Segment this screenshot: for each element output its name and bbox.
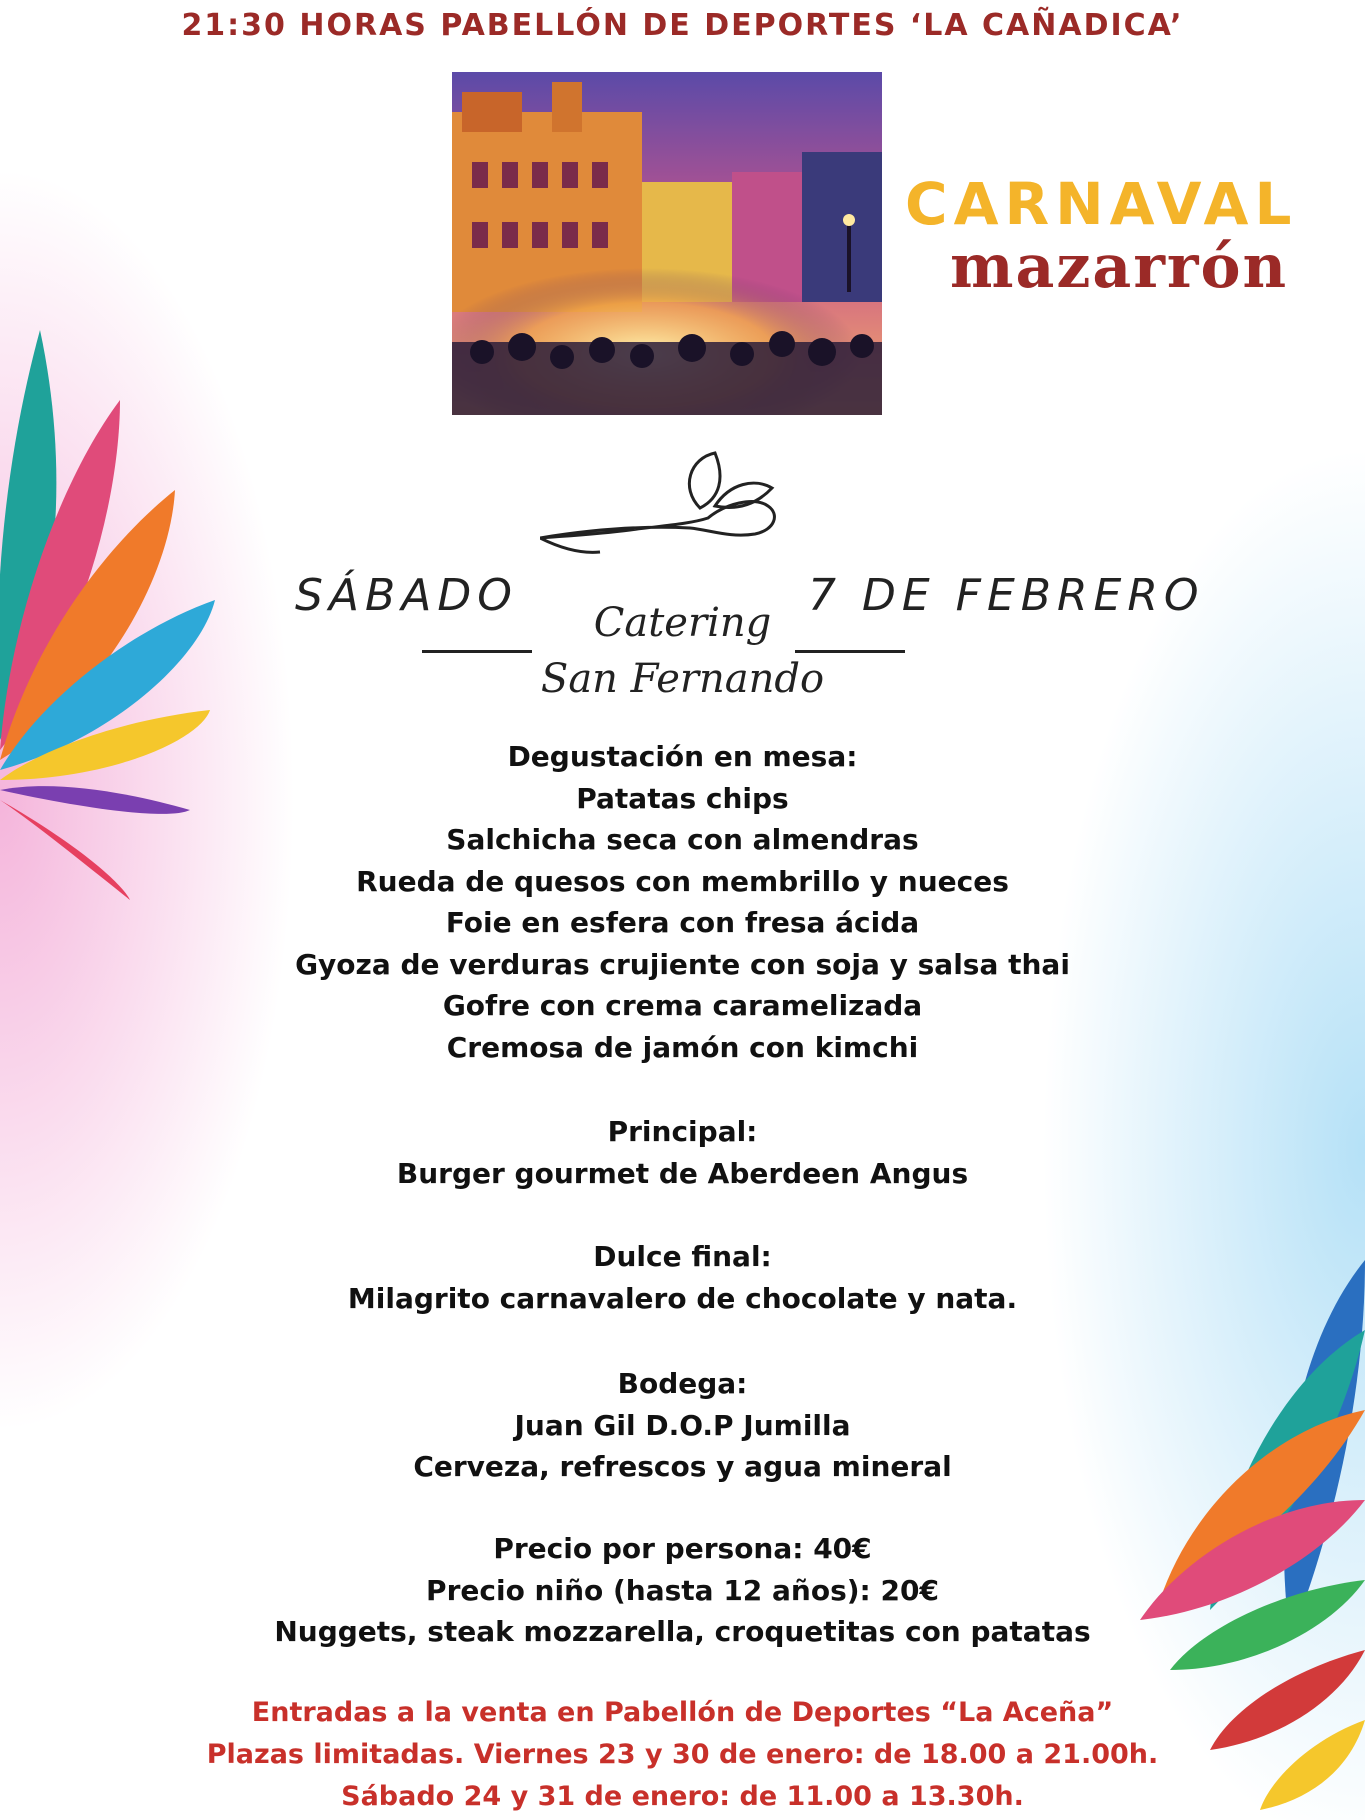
menu-item: Gofre con crema caramelizada xyxy=(442,989,923,1022)
divider-right xyxy=(795,650,905,653)
menu-item: Milagrito carnavalero de chocolate y nata. xyxy=(347,1281,1018,1315)
spoon-leaf-icon xyxy=(540,448,780,558)
ticket-info-line: Entradas a la venta en Pabellón de Deportes “La Aceña” xyxy=(251,1697,1114,1728)
menu-item: Cerveza, refrescos y agua mineral xyxy=(413,1450,952,1483)
menu-item: Salchicha seca con almendras xyxy=(446,823,919,856)
menu-item: Burger gourmet de Aberdeen Angus xyxy=(396,1156,969,1190)
menu-section-title: Dulce final: xyxy=(593,1240,772,1273)
event-day: SÁBADO xyxy=(295,570,518,621)
price-section xyxy=(0,1528,1365,1653)
ticket-info-line: Plazas limitadas. Viernes 23 y 30 de enero: de 18.00 a 21.00h. xyxy=(206,1739,1159,1770)
menu-section-drinks xyxy=(0,1363,1365,1488)
menu-section-main xyxy=(0,1111,1365,1194)
child-price: Precio niño (hasta 12 años): 20€ xyxy=(426,1573,939,1607)
ticket-info xyxy=(0,1692,1365,1818)
caterer-name-line1: Catering xyxy=(593,600,772,646)
menu-section-title: Principal: xyxy=(607,1115,758,1148)
caterer-name-line2: San Fernando xyxy=(540,656,825,702)
menu-section-title: Bodega: xyxy=(617,1367,748,1400)
adult-price: Precio por persona: 40€ xyxy=(493,1532,872,1565)
menu-item: Gyoza de verduras crujiente con soja y salsa thai xyxy=(295,947,1070,981)
carnival-painting xyxy=(452,72,882,415)
child-menu: Nuggets, steak mozzarella, croquetitas con patatas xyxy=(274,1615,1091,1648)
menu-item: Patatas chips xyxy=(576,781,789,815)
divider-left xyxy=(422,650,532,653)
menu-item: Cremosa de jamón con kimchi xyxy=(446,1030,919,1064)
event-time-venue: 21:30 HORAS PABELLÓN DE DEPORTES ‘LA CAÑADICA’ xyxy=(181,8,1184,43)
menu-item: Juan Gil D.O.P Jumilla xyxy=(514,1408,851,1442)
event-date: 7 DE FEBRERO xyxy=(808,570,1205,621)
ticket-info-line: Sábado 24 y 31 de enero: de 11.00 a 13.30h. xyxy=(341,1781,1024,1812)
town-name: mazarrón xyxy=(950,232,1289,302)
menu-section-tasting xyxy=(0,736,1365,1068)
menu-section-title: Degustación en mesa: xyxy=(507,740,858,773)
carnaval-title: CARNAVAL xyxy=(905,170,1298,238)
menu-section-dessert xyxy=(0,1236,1365,1319)
menu-item: Foie en esfera con fresa ácida xyxy=(445,906,920,939)
menu-item: Rueda de quesos con membrillo y nueces xyxy=(356,864,1009,898)
